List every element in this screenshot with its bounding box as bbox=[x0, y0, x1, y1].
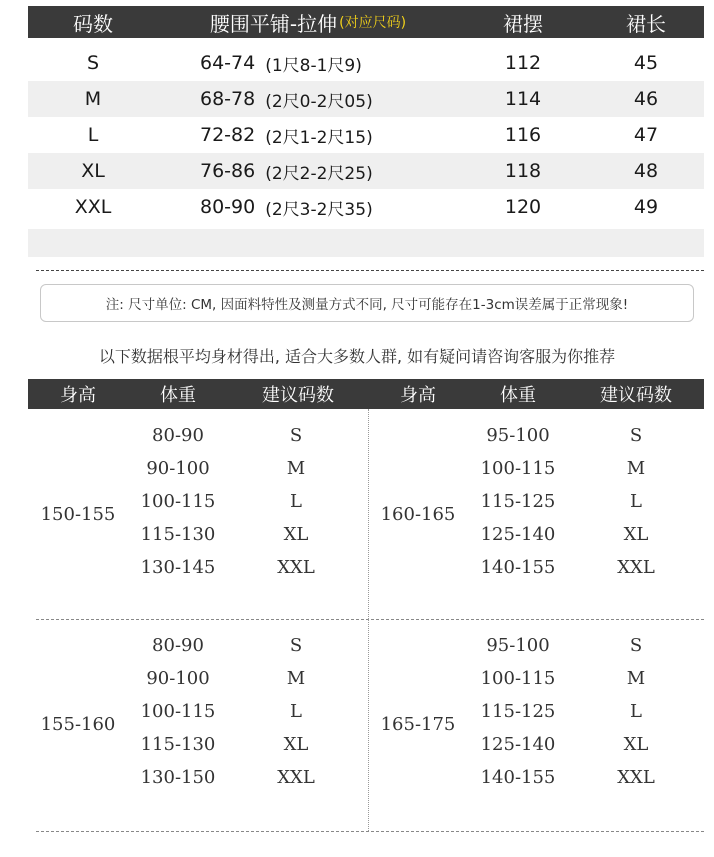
header-waist-sub: (对应尺码) bbox=[339, 15, 407, 31]
waist-cell bbox=[158, 45, 458, 81]
header-height: 身高 bbox=[400, 385, 436, 406]
waist-range: 80-90 bbox=[200, 196, 256, 218]
weight-cell: 100-115 bbox=[140, 491, 216, 512]
weight-cell: 115-125 bbox=[480, 701, 556, 722]
weight-column bbox=[128, 629, 228, 794]
size-cell: XXL bbox=[277, 557, 315, 578]
length-cell: 47 bbox=[633, 124, 659, 146]
size-cell: L bbox=[630, 701, 642, 722]
size-cell: L bbox=[87, 124, 99, 146]
size-table-header bbox=[28, 6, 704, 38]
waist-chi: (2尺1-2尺15) bbox=[265, 127, 373, 148]
hem-cell: 116 bbox=[504, 124, 542, 146]
size-cell: L bbox=[290, 491, 302, 512]
size-cell: S bbox=[86, 52, 100, 74]
size-cell: L bbox=[290, 701, 302, 722]
weight-cell: 125-140 bbox=[480, 524, 556, 545]
column-divider bbox=[368, 619, 369, 831]
blank-row bbox=[28, 229, 704, 257]
rec-block bbox=[28, 619, 704, 829]
header-hem: 裙摆 bbox=[503, 11, 543, 36]
weight-cell: 90-100 bbox=[146, 458, 210, 479]
weight-cell: 140-155 bbox=[480, 767, 556, 788]
rec-block bbox=[28, 409, 704, 619]
size-column bbox=[228, 419, 364, 584]
length-cell: 45 bbox=[633, 52, 659, 74]
header-waist-label: 腰围平铺-拉伸 bbox=[209, 11, 338, 36]
size-row bbox=[28, 81, 704, 117]
size-cell: S bbox=[629, 425, 643, 446]
header-suggested-size: 建议码数 bbox=[600, 385, 672, 406]
hem-cell: 112 bbox=[504, 52, 542, 74]
size-cell: XL bbox=[283, 734, 309, 755]
rec-table-header bbox=[28, 379, 704, 409]
waist-cell bbox=[158, 117, 458, 153]
header-weight: 体重 bbox=[500, 385, 536, 406]
weight-cell: 80-90 bbox=[152, 635, 204, 656]
waist-range: 76-86 bbox=[200, 160, 256, 182]
header-suggested-size: 建议码数 bbox=[262, 385, 334, 406]
weight-column bbox=[128, 419, 228, 584]
size-cell: S bbox=[289, 635, 303, 656]
waist-chi: (2尺0-2尺05) bbox=[265, 91, 373, 112]
weight-cell: 95-100 bbox=[486, 425, 550, 446]
column-divider bbox=[368, 409, 369, 619]
hem-cell: 114 bbox=[504, 88, 542, 110]
weight-cell: 130-150 bbox=[140, 767, 216, 788]
weight-cell: 115-130 bbox=[140, 734, 216, 755]
weight-cell: 90-100 bbox=[146, 668, 210, 689]
size-column bbox=[568, 629, 704, 794]
size-row bbox=[28, 45, 704, 81]
intro-text: 以下数据根平均身材得出, 适合大多数人群, 如有疑问请咨询客服为你推荐 bbox=[98, 347, 616, 366]
size-column bbox=[228, 629, 364, 794]
hem-cell: 118 bbox=[504, 160, 542, 182]
waist-cell bbox=[158, 153, 458, 189]
size-cell: XXL bbox=[74, 196, 112, 218]
size-row bbox=[28, 117, 704, 153]
weight-column bbox=[468, 419, 568, 584]
weight-cell: 115-130 bbox=[140, 524, 216, 545]
weight-cell: 115-125 bbox=[480, 491, 556, 512]
waist-chi: (2尺3-2尺35) bbox=[265, 199, 373, 220]
weight-cell: 140-155 bbox=[480, 557, 556, 578]
waist-chi: (2尺2-2尺25) bbox=[265, 163, 373, 184]
size-row bbox=[28, 153, 704, 189]
size-cell: XL bbox=[623, 524, 649, 545]
header-waist bbox=[158, 6, 458, 38]
dashed-divider bbox=[36, 270, 704, 271]
size-cell: S bbox=[289, 425, 303, 446]
hem-cell: 120 bbox=[504, 196, 542, 218]
header-size: 码数 bbox=[73, 11, 113, 36]
header-weight: 体重 bbox=[160, 385, 196, 406]
dashed-divider bbox=[36, 831, 704, 832]
length-cell: 49 bbox=[633, 196, 659, 218]
height-range: 150-155 bbox=[40, 503, 116, 525]
size-cell: M bbox=[286, 458, 306, 479]
size-note: 注: 尺寸单位: CM, 因面料特性及测量方式不同, 尺寸可能存在1-3cm误差属于正常现象! bbox=[40, 284, 694, 322]
waist-cell bbox=[158, 81, 458, 117]
size-cell: L bbox=[630, 491, 642, 512]
size-cell: XL bbox=[81, 160, 105, 182]
length-cell: 48 bbox=[633, 160, 659, 182]
size-cell: M bbox=[626, 668, 646, 689]
size-cell: M bbox=[286, 668, 306, 689]
height-range: 155-160 bbox=[40, 713, 116, 735]
height-range: 160-165 bbox=[380, 503, 456, 525]
header-height: 身高 bbox=[60, 385, 96, 406]
length-cell: 46 bbox=[633, 88, 659, 110]
size-cell: XXL bbox=[277, 767, 315, 788]
size-cell: XL bbox=[623, 734, 649, 755]
size-cell: XL bbox=[283, 524, 309, 545]
weight-cell: 95-100 bbox=[486, 635, 550, 656]
size-cell: S bbox=[629, 635, 643, 656]
waist-range: 68-78 bbox=[200, 88, 256, 110]
header-length: 裙长 bbox=[626, 11, 666, 36]
size-row bbox=[28, 189, 704, 225]
waist-chi: (1尺8-1尺9) bbox=[265, 55, 362, 76]
weight-cell: 130-145 bbox=[140, 557, 216, 578]
weight-cell: 100-115 bbox=[480, 458, 556, 479]
size-cell: M bbox=[84, 88, 102, 110]
weight-cell: 100-115 bbox=[480, 668, 556, 689]
size-column bbox=[568, 419, 704, 584]
size-cell: M bbox=[626, 458, 646, 479]
height-range: 165-175 bbox=[380, 713, 456, 735]
waist-range: 64-74 bbox=[200, 52, 256, 74]
waist-cell bbox=[158, 189, 458, 225]
weight-cell: 80-90 bbox=[152, 425, 204, 446]
weight-column bbox=[468, 629, 568, 794]
weight-cell: 125-140 bbox=[480, 734, 556, 755]
weight-cell: 100-115 bbox=[140, 701, 216, 722]
size-cell: XXL bbox=[617, 767, 655, 788]
size-cell: XXL bbox=[617, 557, 655, 578]
waist-range: 72-82 bbox=[200, 124, 256, 146]
